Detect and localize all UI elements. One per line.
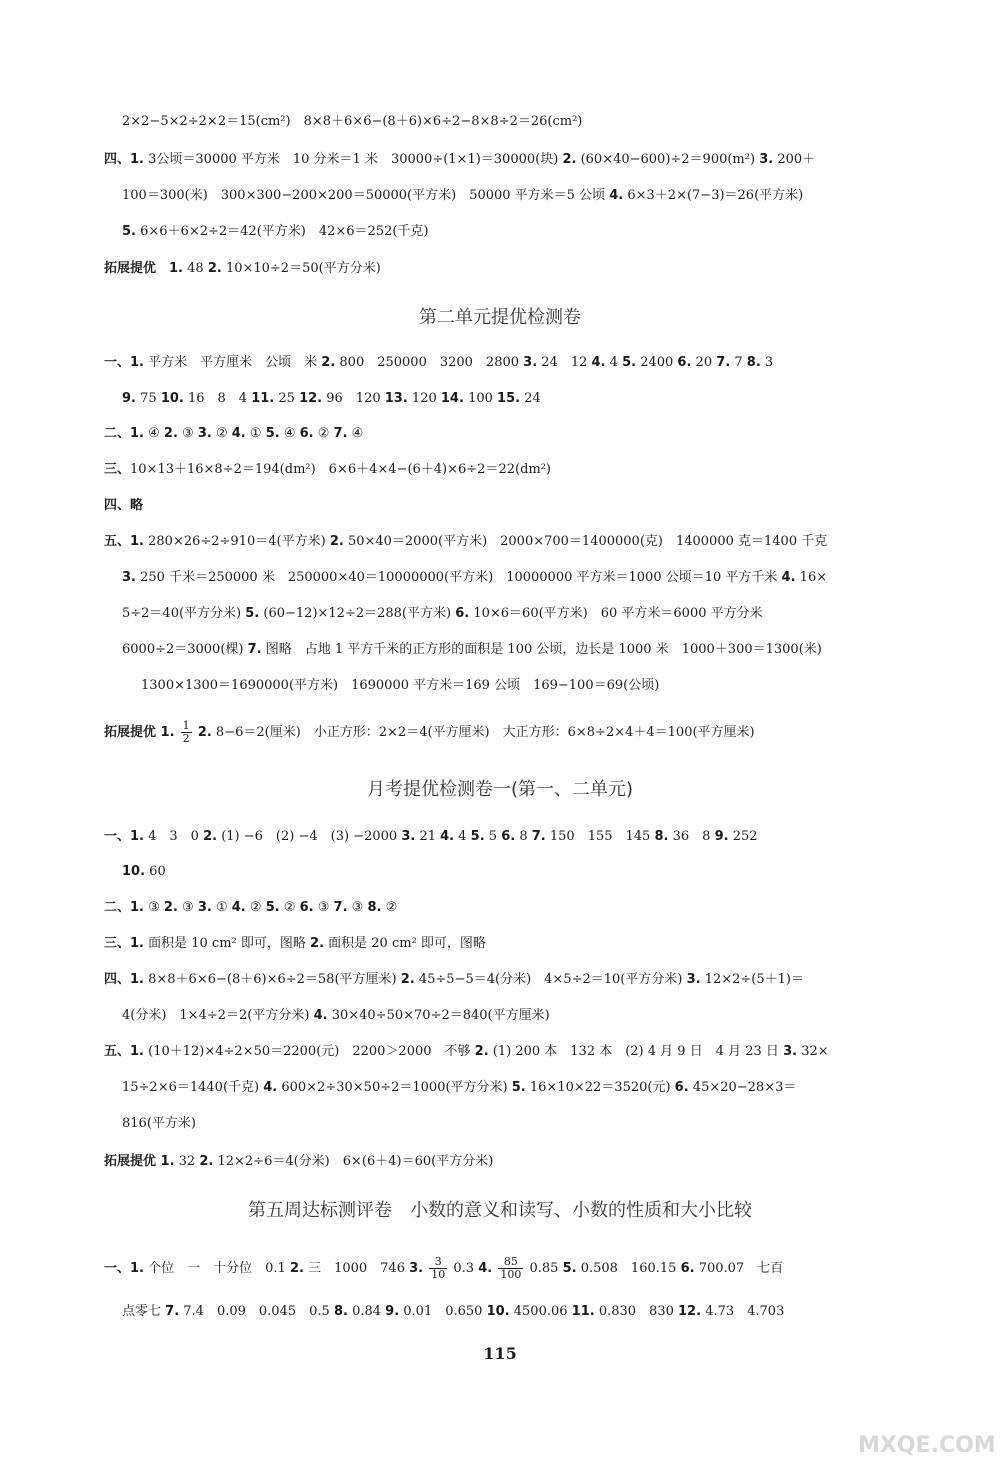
- answer-text: ②: [249, 900, 262, 915]
- question-number: 一、1.: [104, 829, 144, 844]
- answer-text: 280×26÷2÷910＝4(平方米): [148, 534, 326, 549]
- fraction-numerator: 1: [182, 719, 190, 732]
- question-number: 2.: [329, 534, 344, 549]
- answer-line: [122, 862, 166, 882]
- question-number: 8.: [746, 355, 761, 370]
- answer-text: 700.07 七百: [698, 1261, 784, 1276]
- question-number: 拓展提优 1.: [104, 725, 175, 740]
- answer-text: 8×8＋6×6−(8＋6)×6÷2＝58(平方厘米): [148, 972, 397, 987]
- answer-text: 10×6＝60(平方米) 60 平方米＝6000 平方分米: [473, 606, 763, 621]
- answer-text: ③: [182, 900, 194, 915]
- question-number: 7.: [333, 900, 348, 915]
- question-number: 五、1.: [104, 534, 144, 549]
- question-number: 3.: [197, 426, 212, 441]
- answer-line: [104, 1152, 493, 1172]
- answer-text: 个位 一 十分位 0.1: [148, 1261, 286, 1276]
- answer-text: (60−12)×12÷2＝288(平方米): [263, 606, 452, 621]
- answer-text: 800 250000 3200 2800: [339, 355, 520, 370]
- answer-text: 0.830 830: [598, 1304, 674, 1319]
- section-title: 第五周达标测评卷 小数的意义和读写、小数的性质和大小比较: [248, 1200, 752, 1221]
- answer-text: 816(平方米): [122, 1116, 196, 1131]
- question-number: 5.: [470, 829, 485, 844]
- answer-text: (1) 200 本 132 本 (2) 4 月 9 日 4 月 23 日: [492, 1044, 779, 1059]
- answer-line: [104, 353, 773, 373]
- answer-line: [104, 150, 815, 170]
- answer-text: 200＋: [777, 152, 816, 167]
- watermark: MXQE.COM: [858, 1433, 996, 1458]
- question-number: 二、1.: [104, 426, 144, 441]
- question-number: 2.: [289, 1261, 304, 1276]
- answer-text: 0.01 0.650: [403, 1304, 483, 1319]
- answer-line: [122, 389, 541, 409]
- answer-line: [104, 259, 381, 279]
- answer-line: [104, 496, 143, 516]
- answer-text: ④: [351, 426, 364, 441]
- question-number: 2.: [163, 426, 178, 441]
- answer-text: 6×3＋2×(7−3)＝26(平方米): [627, 188, 804, 203]
- question-number: 6.: [455, 606, 470, 621]
- answer-text: 8: [519, 829, 528, 844]
- answer-text: 4: [609, 355, 618, 370]
- fraction-numerator: 85: [498, 1256, 523, 1269]
- question-number: 4.: [478, 1261, 493, 1276]
- question-number: 7.: [333, 426, 348, 441]
- answer-text: 252: [732, 829, 758, 844]
- answer-text: 32: [178, 1154, 196, 1169]
- question-number: 12.: [678, 1304, 702, 1319]
- answer-line: [122, 186, 803, 206]
- question-number: 2.: [199, 1154, 214, 1169]
- question-number: 2.: [321, 355, 336, 370]
- fraction-numerator: 3: [429, 1256, 447, 1269]
- answer-line: [122, 1006, 550, 1026]
- answer-line: [104, 1256, 783, 1281]
- answer-text: ①: [249, 426, 262, 441]
- answer-text: 5÷2＝40(平方分米): [122, 606, 242, 621]
- answer-text: 21: [419, 829, 436, 844]
- question-number: 3.: [759, 152, 774, 167]
- question-number: 2.: [310, 936, 325, 951]
- fraction: [429, 1256, 447, 1281]
- answer-text: 96 120: [326, 391, 381, 406]
- question-number: 2.: [197, 725, 212, 740]
- answer-line: [104, 720, 755, 745]
- answer-text: 48: [187, 261, 204, 276]
- question-number: 3.: [197, 900, 212, 915]
- page-number: 115: [483, 1344, 517, 1363]
- question-number: 10.: [160, 391, 184, 406]
- answer-text: 2400: [640, 355, 674, 370]
- question-number: 3.: [686, 972, 701, 987]
- answer-line: [122, 568, 827, 588]
- question-number: 10.: [486, 1304, 510, 1319]
- answer-line: [122, 112, 582, 132]
- question-number: 拓展提优 1.: [104, 261, 183, 276]
- question-number: 8.: [654, 829, 669, 844]
- answer-text: 250 千米＝250000 米 250000×40＝10000000(平方米) 10000000 平方米＝1000 公顷＝10 平方千米: [140, 570, 778, 585]
- question-number: 6.: [680, 1261, 695, 1276]
- question-number: 四、1.: [104, 972, 144, 987]
- answer-text: 12×2÷(5＋1)＝: [704, 972, 804, 987]
- question-number: 2.: [203, 829, 218, 844]
- question-number: 3.: [523, 355, 538, 370]
- question-number: 五、1.: [104, 1044, 144, 1059]
- answer-text: ③: [148, 900, 160, 915]
- answer-text: 10×10÷2＝50(平方分米): [225, 261, 381, 276]
- answer-line: [104, 934, 486, 954]
- question-number: 5.: [562, 1261, 577, 1276]
- question-number: 5.: [245, 606, 260, 621]
- answer-text: 100: [468, 391, 493, 406]
- question-number: 3.: [401, 829, 416, 844]
- answer-line: [141, 676, 659, 696]
- question-number: 9.: [385, 1304, 400, 1319]
- answer-text: 60: [149, 864, 166, 879]
- answer-line: [104, 532, 827, 552]
- question-number: 5.: [511, 1080, 526, 1095]
- answer-line: [122, 604, 763, 624]
- answer-text: ②: [215, 426, 228, 441]
- answer-text: 25: [278, 391, 295, 406]
- answer-text: 100＝300(米) 300×300−200×200＝50000(平方米) 50000 平方米＝5 公顷: [122, 188, 606, 203]
- question-number: 四、略: [104, 498, 144, 513]
- question-number: 14.: [440, 391, 464, 406]
- answer-text: (1) −6 (2) −4 (3) −2000: [221, 829, 398, 844]
- answer-text: 6000÷2＝3000(棵): [122, 642, 244, 657]
- answer-text: 4500.06: [513, 1304, 568, 1319]
- answer-text: 45÷5−5＝4(分米) 4×5÷2＝10(平方分米): [418, 972, 683, 987]
- answer-text: 0.508 160.15: [580, 1261, 677, 1276]
- question-number: 三、: [104, 462, 131, 477]
- question-number: 9.: [122, 391, 136, 406]
- question-number: 4.: [440, 829, 455, 844]
- question-number: 4.: [263, 1080, 278, 1095]
- answer-line: [122, 1114, 196, 1134]
- answer-text: 三 1000 746: [308, 1261, 405, 1276]
- question-number: 8.: [367, 900, 382, 915]
- answer-text: 0.84: [352, 1304, 382, 1319]
- question-number: 2.: [207, 261, 222, 276]
- answer-text: 面积是 20 cm² 即可，图略: [328, 936, 486, 951]
- question-number: 7.: [716, 355, 731, 370]
- question-number: 二、1.: [104, 900, 144, 915]
- question-number: 拓展提优 1.: [104, 1154, 175, 1169]
- answer-text: 4: [458, 829, 467, 844]
- question-number: 四、1.: [104, 152, 144, 167]
- answer-line: [104, 424, 363, 444]
- answer-text: 2×2−5×2÷2×2＝15(cm²) 8×8＋6×6−(8＋6)×6÷2−8×8÷2＝26(cm²): [122, 114, 583, 129]
- question-number: 13.: [384, 391, 408, 406]
- answer-text: 7: [734, 355, 743, 370]
- question-number: 3.: [409, 1261, 424, 1276]
- question-number: 8.: [333, 1304, 348, 1319]
- fraction: [181, 720, 192, 745]
- answer-text: 16×: [799, 570, 828, 585]
- question-number: 7.: [247, 642, 262, 657]
- answer-line: [122, 1078, 796, 1098]
- question-number: 4.: [609, 188, 624, 203]
- question-number: 一、1.: [104, 355, 144, 370]
- answer-text: 6×6＋6×2÷2＝42(平方米) 42×6＝252(千克): [140, 224, 429, 239]
- answer-text: 150 155 145: [549, 829, 651, 844]
- answer-text: 20: [695, 355, 713, 370]
- answer-text: 4 3 0: [148, 829, 199, 844]
- answer-text: (60×40−600)÷2＝900(m²): [580, 152, 756, 167]
- question-number: 5.: [265, 900, 280, 915]
- answer-text: ②: [385, 900, 398, 915]
- answer-text: 0.3: [453, 1261, 475, 1276]
- question-number: 7.: [165, 1304, 180, 1319]
- answer-text: 10×13＋16×8÷2＝194(dm²) 6×6＋4×4−(6＋4)×6÷2＝22(dm²): [130, 462, 551, 477]
- question-number: 6.: [299, 426, 314, 441]
- answer-text: ④: [148, 426, 160, 441]
- answer-line: [122, 640, 822, 660]
- answer-text: ②: [317, 426, 330, 441]
- answer-text: 16 8 4: [187, 391, 248, 406]
- answer-line: [104, 898, 397, 918]
- fraction-denominator: 100: [500, 1268, 522, 1281]
- answer-text: 图略 占地 1 平方千米的正方形的面积是 100 公顷，边长是 1000 米 1000＋300＝1300(米): [265, 642, 822, 657]
- question-number: 2.: [474, 1044, 489, 1059]
- answer-line: [104, 460, 551, 480]
- answer-text: 32×: [801, 1044, 829, 1059]
- question-number: 6.: [299, 900, 314, 915]
- answer-line: [104, 970, 804, 990]
- fraction-denominator: 2: [182, 732, 190, 745]
- answer-text: 75: [140, 391, 157, 406]
- question-number: 3.: [122, 570, 136, 585]
- question-number: 15.: [497, 391, 521, 406]
- question-number: 5.: [265, 426, 280, 441]
- answer-text: ③: [317, 900, 330, 915]
- answer-text: 8−6＝2(厘米) 小正方形：2×2＝4(平方厘米) 大正方形：6×8÷2×4＋4＝100(平方厘米): [215, 725, 755, 740]
- answer-text: 7.4 0.09 0.045 0.5: [183, 1304, 330, 1319]
- fraction-denominator: 10: [431, 1268, 446, 1281]
- answer-text: 15÷2×6＝1440(千克): [122, 1080, 260, 1095]
- answer-text: 600×2÷30×50÷2＝1000(平方分米): [281, 1080, 508, 1095]
- question-number: 10.: [122, 864, 146, 879]
- answer-line: [122, 1302, 784, 1322]
- answer-text: 平方米 平方厘米 公顷 米: [148, 355, 318, 370]
- answer-text: 36 8: [672, 829, 711, 844]
- answer-text: 30×40÷50×70÷2＝840(平方厘米): [331, 1008, 550, 1023]
- question-number: 3.: [783, 1044, 798, 1059]
- question-number: 4.: [231, 426, 246, 441]
- answer-text: ③: [182, 426, 194, 441]
- answer-text: 120: [411, 391, 437, 406]
- question-number: 一、1.: [104, 1261, 144, 1276]
- question-number: 2.: [163, 900, 178, 915]
- answer-text: 24 12: [541, 355, 588, 370]
- answer-text: 24: [524, 391, 541, 406]
- answer-text: ③: [351, 900, 364, 915]
- question-number: 6.: [674, 1080, 689, 1095]
- answer-text: ④: [283, 426, 296, 441]
- answer-line: [122, 222, 429, 242]
- question-number: 9.: [714, 829, 729, 844]
- section-title: 第二单元提优检测卷: [419, 307, 581, 328]
- question-number: 2.: [400, 972, 415, 987]
- answer-text: 3: [764, 355, 774, 370]
- answer-text: (10＋12)×4÷2×50＝2200(元) 2200＞2000 不够: [148, 1044, 471, 1059]
- question-number: 4.: [781, 570, 796, 585]
- question-number: 2.: [562, 152, 577, 167]
- question-number: 5.: [122, 224, 136, 239]
- answer-text: 0.85: [529, 1261, 559, 1276]
- question-number: 4.: [231, 900, 246, 915]
- answer-text: 面积是 10 cm² 即可，图略: [148, 936, 306, 951]
- answer-text: ①: [215, 900, 228, 915]
- question-number: 11.: [251, 391, 275, 406]
- question-number: 7.: [531, 829, 546, 844]
- question-number: 6.: [501, 829, 516, 844]
- answer-text: ②: [283, 900, 296, 915]
- answer-text: 4(分米) 1×4÷2＝2(平方分米): [122, 1008, 310, 1023]
- question-number: 11.: [571, 1304, 595, 1319]
- answer-text: 4.73 4.703: [705, 1304, 785, 1319]
- answer-text: 45×20−28×3＝: [692, 1080, 797, 1095]
- question-number: 三、1.: [104, 936, 144, 951]
- answer-text: 3公顷＝30000 平方米 10 分米＝1 米 30000÷(1×1)＝30000(块): [148, 152, 559, 167]
- answer-line: [104, 827, 758, 847]
- answer-text: 5: [488, 829, 498, 844]
- question-number: 6.: [677, 355, 692, 370]
- section-title: 月考提优检测卷一(第一、二单元): [366, 779, 634, 800]
- answer-text: 50×40＝2000(平方米) 2000×700＝1400000(克) 1400000 克＝1400 千克: [347, 534, 828, 549]
- question-number: 12.: [299, 391, 323, 406]
- answer-text: 点零七: [122, 1304, 162, 1319]
- fraction: [498, 1256, 523, 1281]
- question-number: 4.: [591, 355, 606, 370]
- answer-line: [104, 1042, 829, 1062]
- answer-text: 16×10×22＝3520(元): [529, 1080, 671, 1095]
- question-number: 5.: [622, 355, 637, 370]
- question-number: 4.: [313, 1008, 328, 1023]
- answer-text: 1300×1300＝1690000(平方米) 1690000 平方米＝169 公顷 169−100＝69(公顷): [141, 678, 660, 693]
- answer-text: 12×2÷6＝4(分米) 6×(6＋4)＝60(平方分米): [217, 1154, 494, 1169]
